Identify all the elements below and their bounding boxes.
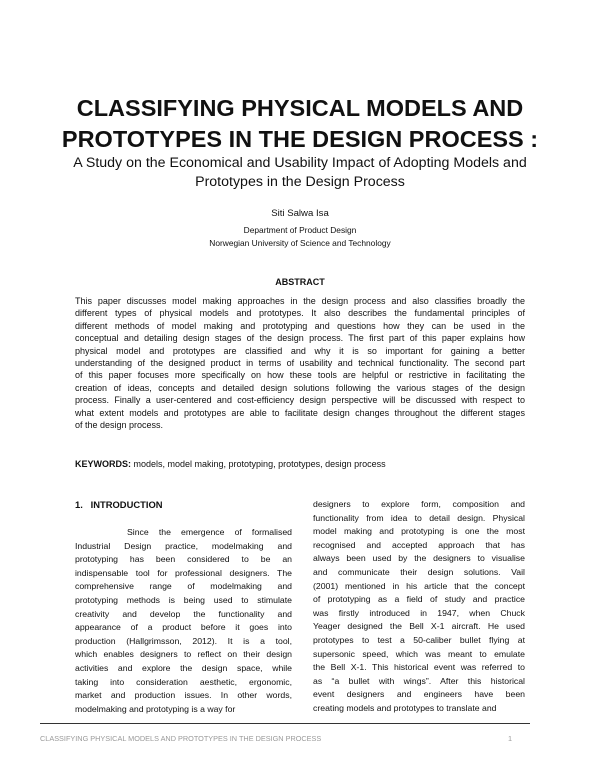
text-line: supersonic speed, which was meant to emulate	[313, 648, 525, 659]
text-line: different types of physical models and prototypes. It also describes the fundamental principles of	[75, 308, 525, 319]
text-line: creating models and prototypes to translate and	[313, 702, 497, 713]
text-line: functionality from idea to detail design. Physical	[313, 512, 525, 523]
text-line: taking into consideration aesthetic, ergonomic,	[75, 676, 292, 687]
text-line: recognised and accepted approach that has	[313, 539, 525, 550]
text-line: This paper discusses model making approaches in the design process and also classifies broadly the	[75, 296, 525, 306]
text-line: the Bell X-1. This historical event was referred to	[313, 662, 525, 673]
subtitle-line: A Study on the Economical and Usability Impact of Adopting Models and	[73, 155, 527, 171]
left-column-text	[75, 526, 292, 716]
text-line: prototypes to test a 50-caliber bullet flying at	[313, 634, 525, 645]
paper-subtitle	[0, 154, 600, 192]
text-line: understanding of the designed product in terms of usability and technical functionality. The second part	[75, 357, 525, 368]
text-line: as “a bullet with wings”. After this historical	[313, 675, 525, 686]
text-line: Since the emergence of formalised	[127, 527, 292, 537]
text-line: prototyping has been considered to be an	[75, 554, 292, 565]
keywords-label: KEYWORDS:	[75, 459, 131, 469]
text-line: market and production issues. In other words,	[75, 690, 292, 701]
text-line: comprehensive range of modelmaking and	[75, 581, 292, 592]
text-line: model making and prototyping is one the most	[313, 526, 525, 537]
text-line: always been used by the designers to visualise	[313, 553, 525, 564]
text-line: of the design process.	[75, 419, 164, 430]
abstract-body	[75, 295, 525, 431]
text-line: conceptual and detailing design stages of the design process. The first part of this paper explains how	[75, 333, 525, 344]
text-line: appearance of a product before it goes into	[75, 622, 292, 633]
text-line: Yeager designed the Bell X-1 aircraft. He used	[313, 621, 525, 632]
text-line: (2001) mentioned in his article that the concept	[313, 580, 525, 591]
text-line: creation of ideas, concepts and detailed design solutions following the various stages of the design	[75, 382, 525, 393]
abstract-heading: ABSTRACT	[275, 277, 325, 287]
section-heading-introduction: 1. INTRODUCTION	[75, 499, 163, 510]
footer-divider	[40, 723, 530, 724]
title-line: CLASSIFYING PHYSICAL MODELS AND	[76, 95, 524, 121]
text-line: event designers and engineers have been	[313, 689, 525, 700]
text-line: designers to explore form, composition and	[313, 499, 525, 509]
paper-title	[0, 93, 600, 155]
text-line: creativity and develop the functionality and	[75, 608, 292, 619]
running-footer: CLASSIFYING PHYSICAL MODELS AND PROTOTYPES IN THE DESIGN PROCESS	[40, 734, 322, 743]
text-line: of prototyping as a field of study and practice	[313, 594, 525, 605]
right-column-text	[313, 498, 525, 716]
text-line: modelmaking and prototyping is a way for	[75, 703, 236, 714]
text-line: which enables designers to reflect on their design	[75, 649, 292, 660]
text-line: prototyping methods is being used to stimulate	[75, 594, 292, 605]
subtitle-line: Prototypes in the Design Process	[195, 174, 405, 190]
department: Department of Product Design	[243, 225, 357, 235]
affiliation	[0, 224, 600, 250]
page-number: 1	[508, 734, 513, 743]
text-line: indispensable tool for professional designers. The	[75, 567, 292, 578]
text-line: and communicate their design solutions. Vail	[313, 566, 525, 577]
text-line: activities and explore the design space, while	[75, 662, 292, 673]
keywords-list: models, model making, prototyping, prototypes, design process	[131, 459, 386, 469]
text-line: Industrial Design practice, modelmaking and	[75, 540, 292, 551]
text-line: production (Hallgrimsson, 2012). It is a tool,	[75, 635, 292, 646]
text-line: what extent models and prototypes are able to facilitate design changes throughout the different stages	[75, 407, 525, 418]
keywords	[75, 459, 386, 469]
text-line: was firstly introduced in 1947, when Chuck	[313, 607, 525, 618]
text-line: physical model and prototypes are classified and why it is so important for gaining a better	[75, 345, 525, 356]
text-line: process. Finally a user-centered and cost-efficiency design perspective will be discussed with respect to	[75, 395, 525, 406]
author-name: Siti Salwa Isa	[271, 208, 329, 219]
text-line: different methods of model making and prototyping and questions how they can be used in the	[75, 320, 525, 331]
text-line: of this paper focuses more specifically on how these tools are helpful or restrictive in facilitating the	[75, 370, 525, 381]
title-line: PROTOTYPES IN THE DESIGN PROCESS :	[61, 126, 539, 152]
university: Norwegian University of Science and Technology	[209, 238, 391, 248]
